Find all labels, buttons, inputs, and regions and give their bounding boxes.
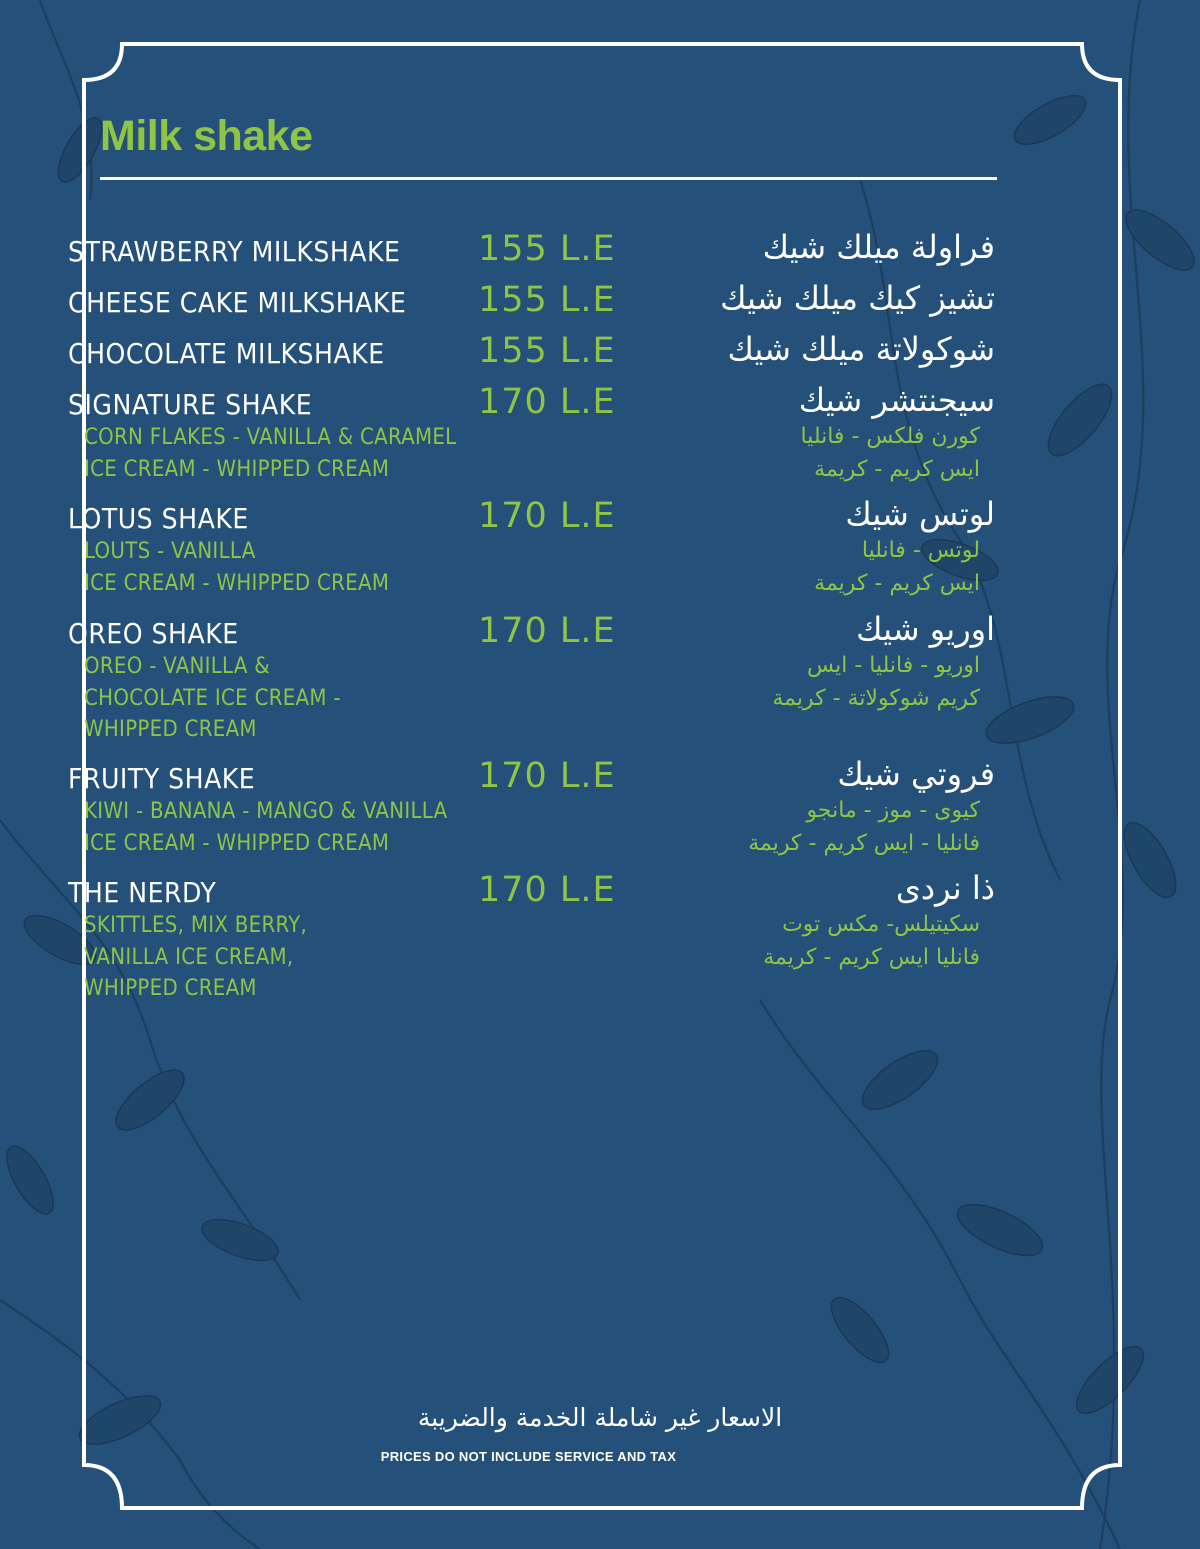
footer-note: PRICES DO NOT INCLUDE SERVICE AND TAX [380,1449,677,1464]
item-description [84,536,389,599]
description-line: KIWI - BANANA - MANGO & VANILLA [84,799,448,824]
item-price: 170 L.E [478,496,616,536]
item-name: LOTUS SHAKE [68,502,249,535]
item-name: THE NERDY [68,876,217,909]
item-name-arabic: اوريو شيك [856,610,995,648]
description-line-arabic: اوريو - فانليا - ايس [807,653,980,678]
item-description-arabic [748,794,980,860]
description-line: VANILLA ICE CREAM, [84,944,294,970]
item-name: SIGNATURE SHAKE [68,388,313,421]
item-description [84,910,307,1005]
description-line: LOUTS - VANILLA [84,539,256,564]
item-price: 170 L.E [478,611,616,651]
description-line: WHIPPED CREAM [84,717,257,742]
item-price: 170 L.E [478,756,616,796]
item-price: 155 L.E [478,280,616,320]
item-description [84,422,457,485]
description-line-arabic: كيوى - موز - مانجو [806,798,980,823]
description-line: ICE CREAM - WHIPPED CREAM [84,830,390,856]
menu-title: Milk shake [100,112,313,160]
description-line: OREO - VANILLA & [84,654,271,679]
item-name-arabic: شوكولاتة ميلك شيك [727,330,995,368]
description-line: WHIPPED CREAM [84,976,257,1001]
description-line: ICE CREAM - WHIPPED CREAM [84,456,390,482]
item-price: 155 L.E [478,331,616,371]
item-name-arabic: فروتي شيك [837,755,995,793]
description-line-arabic: سكيتيلس- مكس توت [782,912,980,937]
description-line: CORN FLAKES - VANILLA & CARAMEL [84,425,457,450]
item-name: FRUITY SHAKE [68,762,256,795]
item-name: OREO SHAKE [68,617,239,650]
item-description-arabic [800,420,980,486]
item-description [84,796,447,859]
description-line: SKITTLES, MIX BERRY, [84,913,308,938]
item-price: 155 L.E [478,229,616,269]
item-name-arabic: ذا نردى [895,869,995,907]
item-name-arabic: سيجنتشر شيك [798,381,995,419]
item-description-arabic [814,534,980,600]
item-price: 170 L.E [478,382,616,422]
description-line: ICE CREAM - WHIPPED CREAM [84,570,390,596]
item-name: STRAWBERRY MILKSHAKE [68,235,401,268]
item-description [84,651,341,746]
item-name-arabic: فراولة ميلك شيك [762,228,995,266]
description-line-arabic: فانليا - ايس كريم - كريمة [748,831,980,856]
footer-note-arabic: الاسعار غير شاملة الخدمة والضريبة [417,1403,783,1432]
item-name-arabic: لوتس شيك [845,495,995,533]
item-name: CHOCOLATE MILKSHAKE [68,337,385,370]
item-price: 170 L.E [478,870,616,910]
description-line-arabic: كريم شوكولاتة - كريمة [772,686,980,711]
description-line-arabic: ايس كريم - كريمة [814,571,980,596]
description-line: CHOCOLATE ICE CREAM - [84,685,341,711]
item-description-arabic [772,649,980,715]
description-line-arabic: فانليا ايس كريم - كريمة [763,945,980,970]
item-name-arabic: تشيز كيك ميلك شيك [720,279,995,317]
item-name: CHEESE CAKE MILKSHAKE [68,286,407,319]
description-line-arabic: لوتس - فانليا [861,538,980,563]
description-line-arabic: كورن فلكس - فانليا [800,424,980,449]
item-description-arabic [763,908,980,974]
title-divider [100,177,997,180]
description-line-arabic: ايس كريم - كريمة [814,457,980,482]
